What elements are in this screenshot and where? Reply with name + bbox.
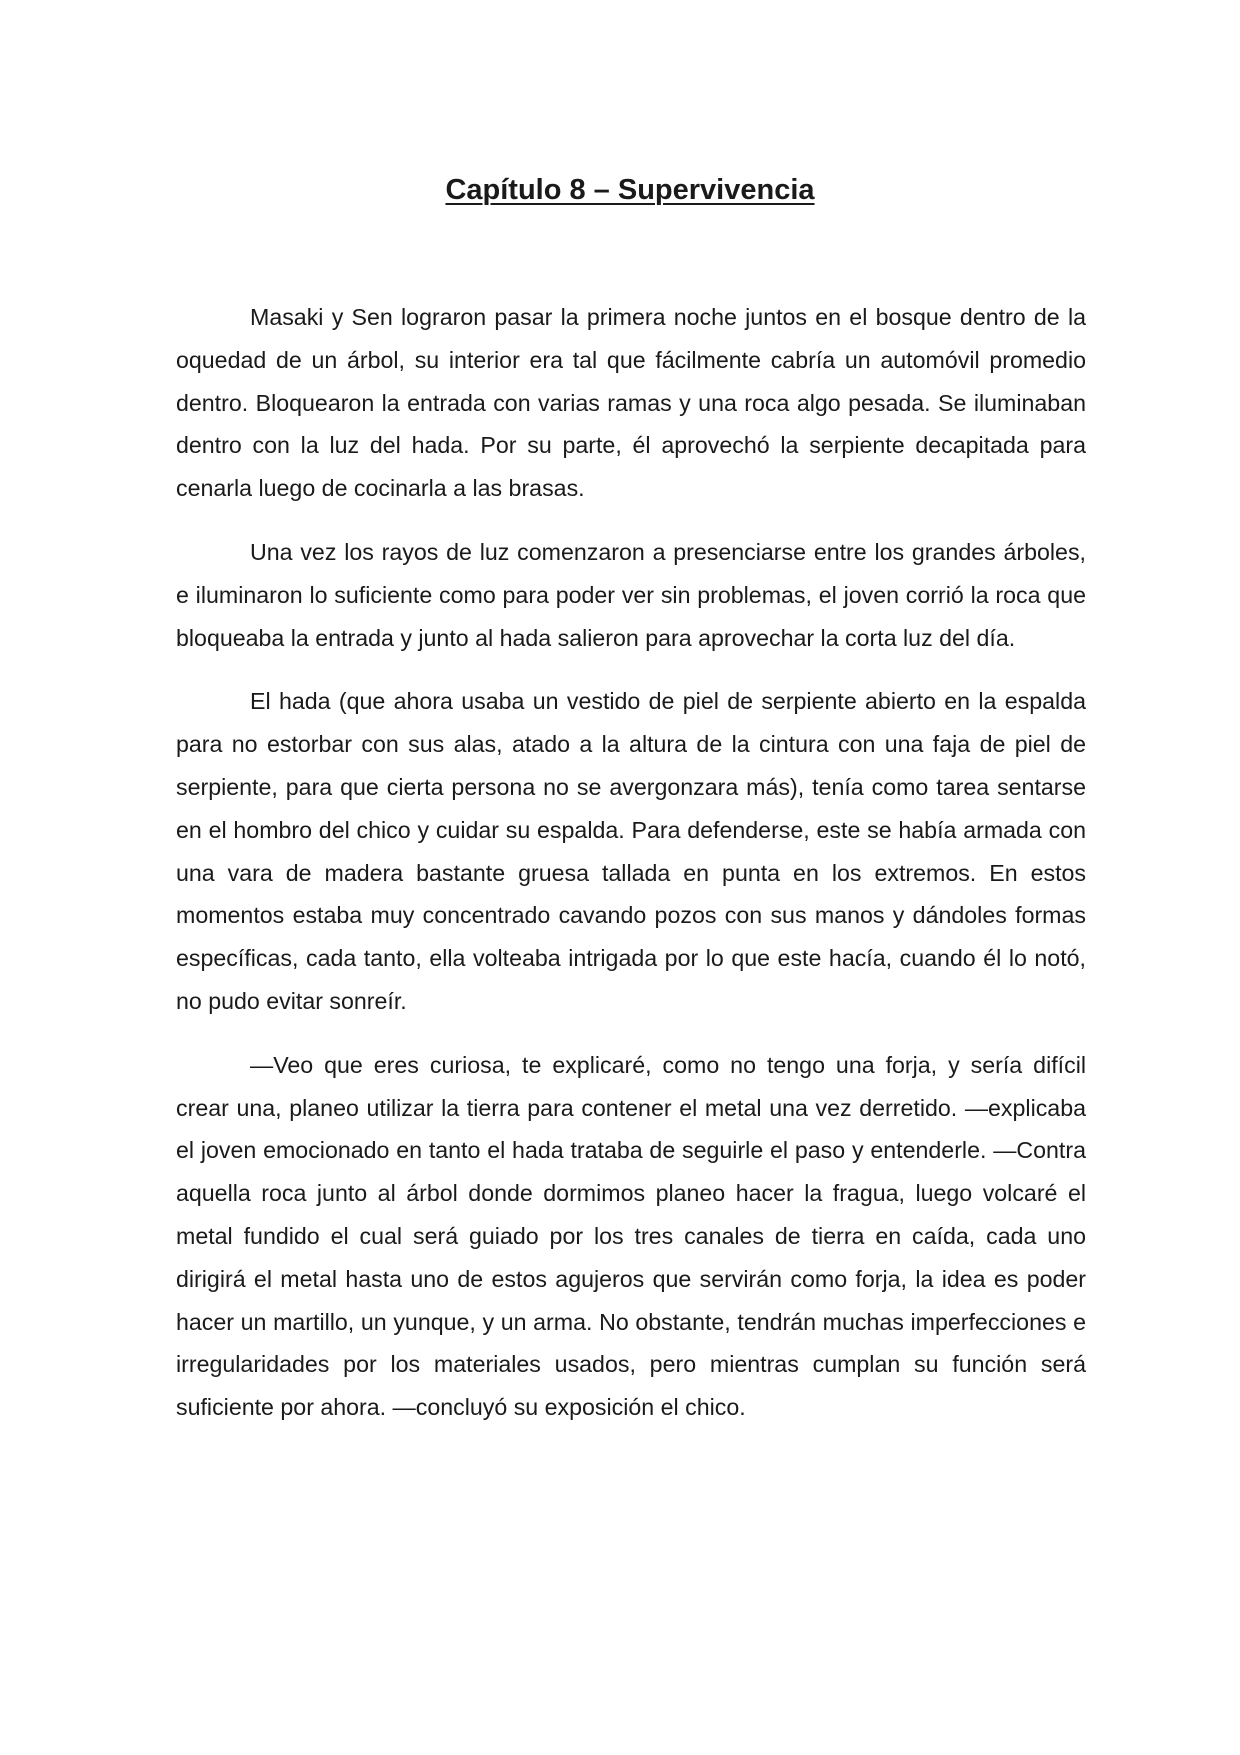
paragraph: —Veo que eres curiosa, te explicaré, como no tengo una forja, y sería difícil crear una, planeo utilizar la tierra para contener el metal una vez derretido. —explicaba el joven emocionado en tanto el hada trataba de seguirle el paso y entenderle. —Contra aquella roca junto al árbol donde dormimos planeo hacer la fragua, luego volcaré el metal fundido el cual será guiado por los tres canales de tierra en caída, cada uno dirigirá el metal hasta uno de estos agujeros que servirán como forja, la idea es poder hacer un martillo, un yunque, y un arma. No obstante, tendrán muchas imperfecciones e irregularidades por los materiales usados, pero mientras cumplan su función será suficiente por ahora. —concluyó su exposición el chico. xyxy=(176,1051,1086,1421)
paragraph: Masaki y Sen lograron pasar la primera noche juntos en el bosque dentro de la oquedad de un árbol, su interior era tal que fácilmente cabría un automóvil promedio dentro. Bloquearon la entrada con varias ramas y una roca algo pesada. Se iluminaban dentro con la luz del hada. Por su parte, él aprovechó la serpiente decapitada para cenarla luego de cocinarla a las brasas. xyxy=(176,304,1086,502)
chapter-title: Capítulo 8 – Supervivencia xyxy=(445,174,815,206)
paragraph: El hada (que ahora usaba un vestido de piel de serpiente abierto en la espalda para no estorbar con sus alas, atado a la altura de la cintura con una faja de piel de serpiente, para que cierta persona no se avergonzara más), tenía como tarea sentarse en el hombro del chico y cuidar su espalda. Para defenderse, este se había armada con una vara de madera bastante gruesa tallada en punta en los extremos. En estos momentos estaba muy concentrado cavando pozos con sus manos y dándoles formas específicas, cada tanto, ella volteaba intrigada por lo que este hacía, cuando él lo notó, no pudo evitar sonreír. xyxy=(176,688,1086,1014)
chapter-body xyxy=(176,296,1086,1450)
paragraph: Una vez los rayos de luz comenzaron a presenciarse entre los grandes árboles, e iluminaron lo suficiente como para poder ver sin problemas, el joven corrió la roca que bloqueaba la entrada y junto al hada salieron para aprovechar la corta luz del día. xyxy=(176,538,1086,651)
